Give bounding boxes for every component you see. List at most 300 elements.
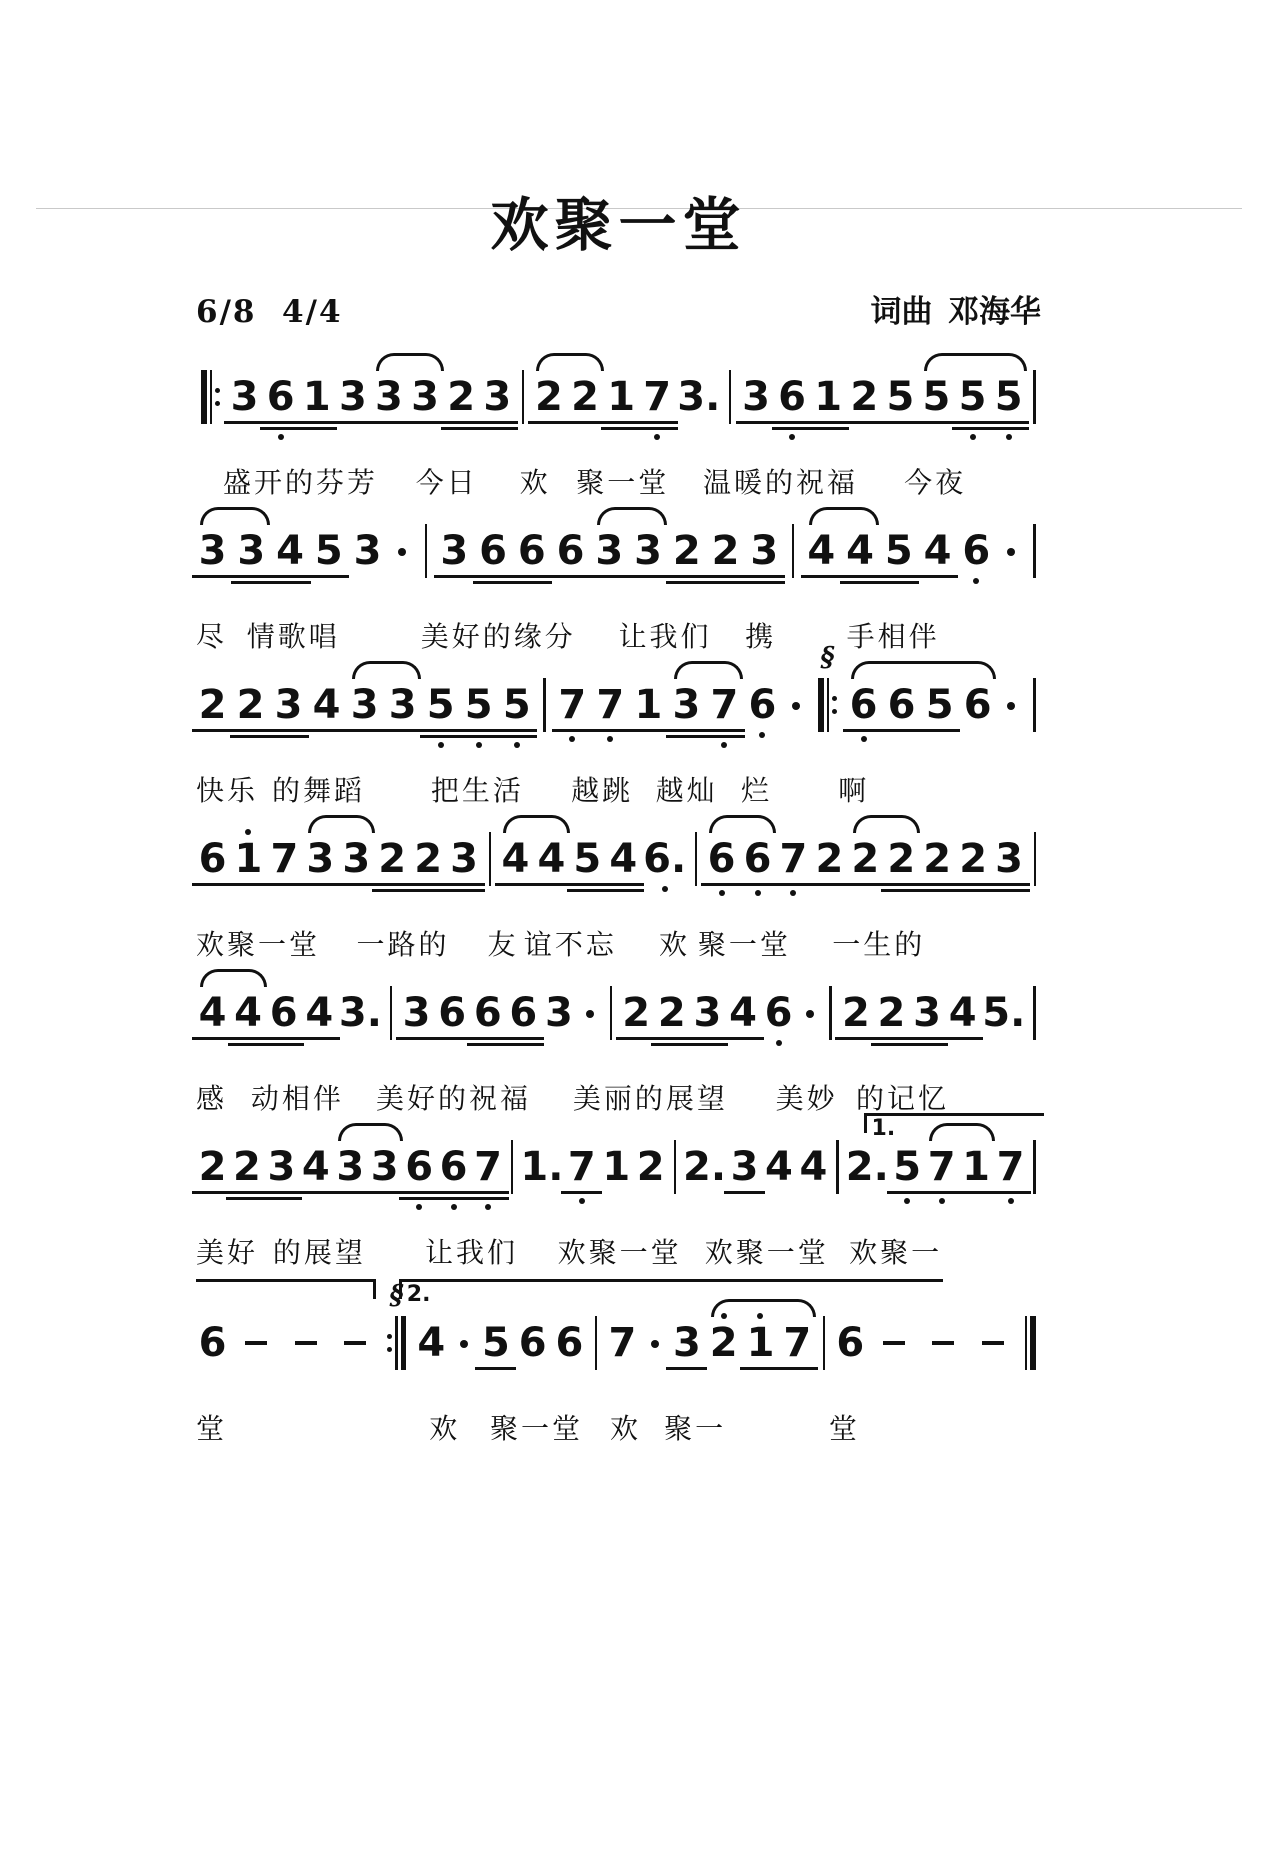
note bbox=[911, 990, 944, 1036]
dash-stroke bbox=[932, 1341, 954, 1345]
note-digit: 7 bbox=[596, 682, 625, 728]
barline bbox=[724, 370, 737, 424]
note-digit: 2 bbox=[709, 1320, 738, 1366]
note-digit: 5 bbox=[893, 1144, 922, 1190]
lyric-text: 欢 bbox=[610, 1414, 642, 1445]
note-digit: 4 bbox=[537, 836, 566, 882]
note-digit: 4 bbox=[501, 836, 530, 882]
note bbox=[921, 528, 954, 574]
note-digit: 4 bbox=[923, 528, 952, 574]
note bbox=[946, 990, 979, 1036]
note-digit: 7 bbox=[710, 682, 739, 728]
beam-underline bbox=[808, 421, 849, 424]
note bbox=[409, 374, 442, 420]
note bbox=[670, 1320, 703, 1366]
note bbox=[921, 836, 954, 882]
lyrics-line-2 bbox=[196, 615, 1041, 653]
beam-underline bbox=[458, 729, 499, 732]
repeat-dot bbox=[215, 401, 220, 406]
note-digit: 1 bbox=[634, 682, 663, 728]
beam-underline bbox=[231, 581, 272, 584]
octave-dot-low bbox=[904, 1198, 910, 1204]
beam-underline bbox=[408, 889, 449, 892]
lyric-text: 美妙 bbox=[775, 1084, 838, 1115]
barline bbox=[1028, 986, 1041, 1040]
lyric-text: 一路的 bbox=[356, 930, 450, 961]
note bbox=[957, 836, 990, 882]
score-line-1 bbox=[196, 347, 1041, 499]
note-digit: 3 bbox=[440, 528, 469, 574]
barline bbox=[538, 678, 551, 732]
note-digit: 4 bbox=[417, 1320, 446, 1366]
lyric-text: 友 bbox=[487, 930, 519, 961]
barline-stroke bbox=[425, 524, 428, 578]
dash-stroke bbox=[295, 1341, 317, 1345]
barline-stroke bbox=[792, 524, 795, 578]
barline bbox=[669, 1140, 682, 1194]
dot bbox=[460, 1340, 468, 1348]
octave-dot-low bbox=[973, 578, 979, 584]
beam-underline bbox=[531, 883, 572, 886]
beam-underline bbox=[880, 421, 921, 424]
beam-underline bbox=[701, 883, 742, 886]
lyrics-line-6 bbox=[196, 1231, 1041, 1269]
note bbox=[542, 990, 575, 1036]
beam-underline bbox=[628, 575, 669, 578]
octave-dot-low bbox=[861, 736, 867, 742]
composer-credit: 词曲 邓海华 bbox=[870, 294, 1041, 329]
beam-underline bbox=[552, 729, 593, 732]
note bbox=[445, 374, 478, 420]
beam-underline bbox=[468, 1191, 509, 1194]
augmentation-dot bbox=[784, 685, 808, 725]
beam-underline bbox=[458, 735, 499, 738]
beam-underline bbox=[344, 729, 385, 732]
note-digit: 2 bbox=[959, 836, 988, 882]
note-digit: 6 bbox=[748, 682, 777, 728]
beam-underline bbox=[270, 575, 311, 578]
beam-underline bbox=[704, 735, 745, 738]
note-digit: 6 bbox=[743, 836, 772, 882]
beam-underline bbox=[744, 575, 785, 578]
note bbox=[228, 374, 261, 420]
beam-underline bbox=[637, 421, 678, 424]
beam-underline bbox=[917, 889, 958, 892]
barline-stroke bbox=[695, 832, 698, 886]
lyric-text: 欢 bbox=[659, 930, 691, 961]
music-line-1 bbox=[196, 347, 1041, 452]
beam-underline bbox=[740, 1367, 781, 1370]
note bbox=[338, 990, 382, 1036]
barline-stroke bbox=[1033, 986, 1036, 1040]
note-digit: 6 bbox=[439, 1144, 468, 1190]
lyric-text: 一生的 bbox=[832, 930, 926, 961]
beam-underline bbox=[299, 1037, 340, 1040]
beam-underline bbox=[724, 1191, 765, 1194]
note-digit: 3 bbox=[336, 1144, 365, 1190]
barline-stroke bbox=[1033, 1140, 1036, 1194]
note bbox=[569, 374, 602, 420]
beam-underline bbox=[495, 883, 536, 886]
octave-dot-low bbox=[721, 742, 727, 748]
note-digit: 1 bbox=[962, 1144, 990, 1190]
volta-bracket-close bbox=[196, 1279, 376, 1299]
note-digit: 5 bbox=[481, 1320, 510, 1366]
note-digit: 6 bbox=[198, 1320, 227, 1366]
note-digit: 1 bbox=[607, 374, 636, 420]
note bbox=[632, 528, 665, 574]
beam-underline bbox=[332, 421, 373, 424]
note bbox=[594, 682, 627, 728]
note-digit: 6 bbox=[405, 1144, 434, 1190]
repeat-dots bbox=[215, 370, 220, 424]
note-digit: 4 bbox=[276, 528, 304, 574]
note bbox=[885, 682, 918, 728]
note-digit: 6 bbox=[556, 528, 585, 574]
beam-underline bbox=[268, 735, 309, 738]
beam-underline bbox=[477, 421, 518, 424]
note-digit: 3 bbox=[267, 1144, 296, 1190]
lyric-text: 欢 bbox=[519, 468, 551, 499]
lyric-text: 让我们 bbox=[424, 1238, 518, 1269]
beam-underline bbox=[989, 889, 1030, 892]
note-digit: 6 bbox=[509, 990, 538, 1036]
note bbox=[781, 1320, 814, 1366]
note bbox=[535, 836, 568, 882]
octave-dot-low bbox=[1006, 434, 1012, 440]
note-digit: 3 bbox=[370, 1144, 399, 1190]
note bbox=[554, 528, 587, 574]
beam-underline bbox=[382, 729, 423, 732]
slur-arc bbox=[376, 353, 444, 371]
barline bbox=[813, 642, 842, 732]
note bbox=[565, 1144, 598, 1190]
beam-underline bbox=[511, 581, 552, 584]
note-digit: 2 bbox=[236, 682, 265, 728]
octave-dot-low bbox=[476, 742, 482, 748]
note bbox=[741, 836, 774, 882]
segno-mark: § bbox=[820, 642, 835, 673]
note bbox=[762, 1144, 795, 1190]
slur-arc bbox=[851, 661, 996, 679]
note-digit: 6 bbox=[198, 836, 227, 882]
note-digit: 5 bbox=[314, 528, 343, 574]
note bbox=[994, 1144, 1027, 1190]
lyric-text: 的舞蹈 bbox=[272, 776, 366, 807]
note bbox=[705, 836, 738, 882]
lyric-text: 欢聚一堂 bbox=[557, 1238, 682, 1269]
beam-underline bbox=[306, 729, 347, 732]
barline bbox=[824, 986, 837, 1040]
beam-underline bbox=[444, 883, 485, 886]
octave-dot-low bbox=[438, 742, 444, 748]
beam-underline bbox=[590, 729, 631, 732]
note bbox=[232, 836, 265, 882]
dot bbox=[651, 1340, 659, 1348]
note bbox=[299, 1144, 332, 1190]
slur-arc bbox=[709, 815, 776, 833]
note-digit: 1 bbox=[302, 374, 331, 420]
note bbox=[310, 682, 343, 728]
note-digit: 5 bbox=[958, 374, 987, 420]
note bbox=[196, 682, 229, 728]
barline bbox=[831, 1140, 844, 1194]
note bbox=[462, 682, 495, 728]
note bbox=[448, 836, 481, 882]
note-digit: 6 bbox=[555, 1320, 584, 1366]
slur-arc bbox=[853, 815, 920, 833]
note bbox=[507, 990, 540, 1036]
note bbox=[634, 1144, 667, 1190]
note bbox=[740, 374, 773, 420]
beam-underline bbox=[666, 575, 707, 578]
barline bbox=[484, 832, 497, 886]
lyric-text: 欢聚一 bbox=[849, 1238, 943, 1269]
octave-dot-low bbox=[939, 1198, 945, 1204]
beam-underline bbox=[744, 581, 785, 584]
note bbox=[556, 682, 589, 728]
barline-stroke bbox=[395, 1316, 398, 1370]
music-line-3 bbox=[196, 642, 1041, 760]
note bbox=[196, 1144, 229, 1190]
beam-underline bbox=[916, 421, 957, 424]
note-digit: 2 bbox=[636, 1144, 665, 1190]
note-digit: 1 bbox=[814, 374, 843, 420]
note bbox=[620, 990, 653, 1036]
note-digit: 7 bbox=[474, 1144, 502, 1190]
dot bbox=[586, 1010, 594, 1018]
note-digit: 2 bbox=[815, 836, 844, 882]
lyric-text: 的展望 bbox=[272, 1238, 366, 1269]
music-line-2 bbox=[196, 501, 1041, 606]
note bbox=[479, 1320, 512, 1366]
beam-underline bbox=[666, 581, 707, 584]
note-digit: 6 bbox=[269, 990, 298, 1036]
note-digit: 4 bbox=[765, 1144, 793, 1190]
note-digit: 2 bbox=[923, 836, 952, 882]
note bbox=[268, 836, 301, 882]
dot bbox=[806, 1010, 814, 1018]
note bbox=[232, 990, 265, 1036]
lyrics-line-5 bbox=[196, 1077, 1041, 1115]
score bbox=[196, 347, 1041, 1445]
beam-underline bbox=[300, 883, 341, 886]
beam-underline bbox=[952, 427, 993, 430]
barline-stroke bbox=[829, 986, 832, 1040]
beam-underline bbox=[192, 729, 233, 732]
lyric-text: 聚一堂 bbox=[697, 930, 791, 961]
beam-underline bbox=[705, 581, 746, 584]
beam-underline bbox=[988, 427, 1029, 430]
augmentation-dot bbox=[798, 993, 822, 1033]
dot bbox=[1007, 702, 1015, 710]
beam-underline bbox=[296, 421, 337, 424]
note bbox=[709, 528, 742, 574]
octave-dot-high bbox=[245, 829, 251, 835]
lyric-text: 啊 bbox=[838, 776, 870, 807]
note-digit: 3 bbox=[750, 528, 779, 574]
beam-underline bbox=[628, 729, 669, 732]
note-digit: 3. bbox=[677, 374, 721, 420]
note bbox=[812, 374, 845, 420]
lyric-text: 谊不忘 bbox=[523, 930, 617, 961]
note-digit: 3 bbox=[450, 836, 478, 882]
note-digit: 4 bbox=[799, 1144, 828, 1190]
note-digit: 3 bbox=[237, 528, 266, 574]
note bbox=[848, 374, 881, 420]
page-title: 欢聚一堂 bbox=[490, 193, 747, 258]
note bbox=[746, 682, 779, 728]
beam-underline bbox=[942, 1037, 983, 1040]
barline bbox=[690, 832, 703, 886]
dash-note bbox=[233, 1323, 279, 1363]
note bbox=[655, 990, 688, 1036]
note bbox=[274, 528, 307, 574]
note-digit: 6. bbox=[643, 836, 687, 882]
note-digit: 3 bbox=[411, 374, 439, 420]
barline-stroke bbox=[1033, 370, 1036, 424]
note-digit: 2 bbox=[711, 528, 740, 574]
note bbox=[438, 528, 471, 574]
beam-underline bbox=[705, 575, 746, 578]
octave-dot-low bbox=[755, 890, 761, 896]
note bbox=[351, 528, 384, 574]
lyrics-line-7 bbox=[196, 1407, 1041, 1445]
lyric-text: 烂 bbox=[741, 776, 773, 807]
slur-arc bbox=[536, 353, 604, 371]
beam-underline bbox=[589, 575, 630, 578]
note-digit: 3 bbox=[375, 374, 403, 420]
beam-underline bbox=[989, 883, 1030, 886]
lyric-text: 把生活 bbox=[430, 776, 524, 807]
score-line-3 bbox=[196, 642, 1041, 807]
lyric-text: 聚一堂 bbox=[576, 468, 670, 499]
beam-underline bbox=[840, 575, 881, 578]
beam-underline bbox=[441, 421, 482, 424]
note-digit: 2 bbox=[622, 990, 651, 1036]
beam-underline bbox=[603, 883, 644, 886]
note bbox=[265, 1144, 298, 1190]
note bbox=[196, 528, 229, 574]
beam-underline bbox=[420, 729, 461, 732]
note bbox=[386, 682, 419, 728]
beam-underline bbox=[528, 421, 569, 424]
dash-note bbox=[970, 1323, 1016, 1363]
barline-stroke bbox=[1030, 1316, 1036, 1370]
note-digit: 2 bbox=[447, 374, 476, 420]
beam-underline bbox=[953, 883, 994, 886]
note bbox=[424, 682, 457, 728]
slur-arc bbox=[308, 815, 375, 833]
barline bbox=[605, 986, 618, 1040]
note bbox=[632, 682, 665, 728]
slur-arc bbox=[924, 353, 1027, 371]
note-digit: 4 bbox=[609, 836, 638, 882]
augmentation-dot bbox=[643, 1323, 667, 1363]
beam-underline bbox=[230, 729, 271, 732]
note bbox=[834, 1320, 867, 1366]
slur-arc bbox=[929, 1123, 995, 1141]
note bbox=[481, 374, 514, 420]
note-digit: 4 bbox=[807, 528, 836, 574]
beam-underline bbox=[601, 421, 642, 424]
octave-dot-low bbox=[451, 1204, 457, 1210]
beam-underline bbox=[264, 883, 305, 886]
beam-underline bbox=[808, 427, 849, 430]
note-digit: 3. bbox=[338, 990, 382, 1036]
note-digit: 4 bbox=[234, 990, 263, 1036]
note-digit: 5 bbox=[922, 374, 951, 420]
note-digit: 3 bbox=[402, 990, 431, 1036]
note-digit: 2 bbox=[198, 1144, 227, 1190]
barline-stroke bbox=[1033, 678, 1036, 732]
beam-underline bbox=[261, 1197, 302, 1200]
barline-stroke bbox=[511, 1140, 514, 1194]
beam-underline bbox=[666, 729, 707, 732]
beam-underline bbox=[496, 729, 537, 732]
note-digit: 6 bbox=[887, 682, 916, 728]
note-digit: 6 bbox=[836, 1320, 865, 1366]
note-digit: 7 bbox=[643, 374, 672, 420]
beam-underline bbox=[878, 575, 919, 578]
note-digit: 4 bbox=[198, 990, 227, 1036]
note bbox=[882, 528, 915, 574]
note-digit: 2 bbox=[657, 990, 686, 1036]
note bbox=[303, 990, 336, 1036]
note bbox=[748, 528, 781, 574]
note-digit: 4 bbox=[301, 1144, 330, 1190]
lyric-text: 美好的祝福 bbox=[375, 1084, 531, 1115]
beam-underline bbox=[567, 883, 608, 886]
barline bbox=[382, 1280, 411, 1370]
barline bbox=[196, 370, 225, 424]
beam-underline bbox=[477, 427, 518, 430]
note-digit: 2 bbox=[233, 1144, 261, 1190]
meta-row bbox=[196, 286, 1041, 331]
note bbox=[400, 990, 433, 1036]
note-digit: 6 bbox=[849, 682, 878, 728]
octave-dot-low bbox=[579, 1198, 585, 1204]
beam-underline bbox=[372, 883, 413, 886]
lyric-text: 堂 bbox=[828, 1414, 860, 1445]
beam-underline bbox=[230, 735, 271, 738]
note-digit: 2 bbox=[414, 836, 443, 882]
lyrics-line-1 bbox=[196, 461, 1041, 499]
note bbox=[707, 1320, 740, 1366]
barline-stroke bbox=[489, 832, 492, 886]
note-digit: 2 bbox=[877, 990, 906, 1036]
beam-underline bbox=[637, 427, 678, 430]
score-line-7 bbox=[196, 1271, 1041, 1445]
note bbox=[600, 1144, 633, 1190]
note-digit: 3 bbox=[350, 682, 379, 728]
note-digit: 4 bbox=[312, 682, 341, 728]
lyric-text: 动相伴 bbox=[250, 1084, 344, 1115]
note bbox=[875, 990, 908, 1036]
note bbox=[797, 1144, 830, 1190]
lyric-text: 尽 bbox=[196, 622, 228, 653]
note-digit: 3 bbox=[342, 836, 371, 882]
note bbox=[605, 374, 638, 420]
beam-underline bbox=[773, 883, 814, 886]
beam-underline bbox=[192, 575, 233, 578]
note-digit: 3 bbox=[353, 528, 382, 574]
note-digit: 2. bbox=[845, 1144, 889, 1190]
note-digit: 3 bbox=[230, 374, 259, 420]
octave-dot-low bbox=[1008, 1198, 1014, 1204]
barline-stroke bbox=[823, 1316, 826, 1370]
note bbox=[272, 682, 305, 728]
